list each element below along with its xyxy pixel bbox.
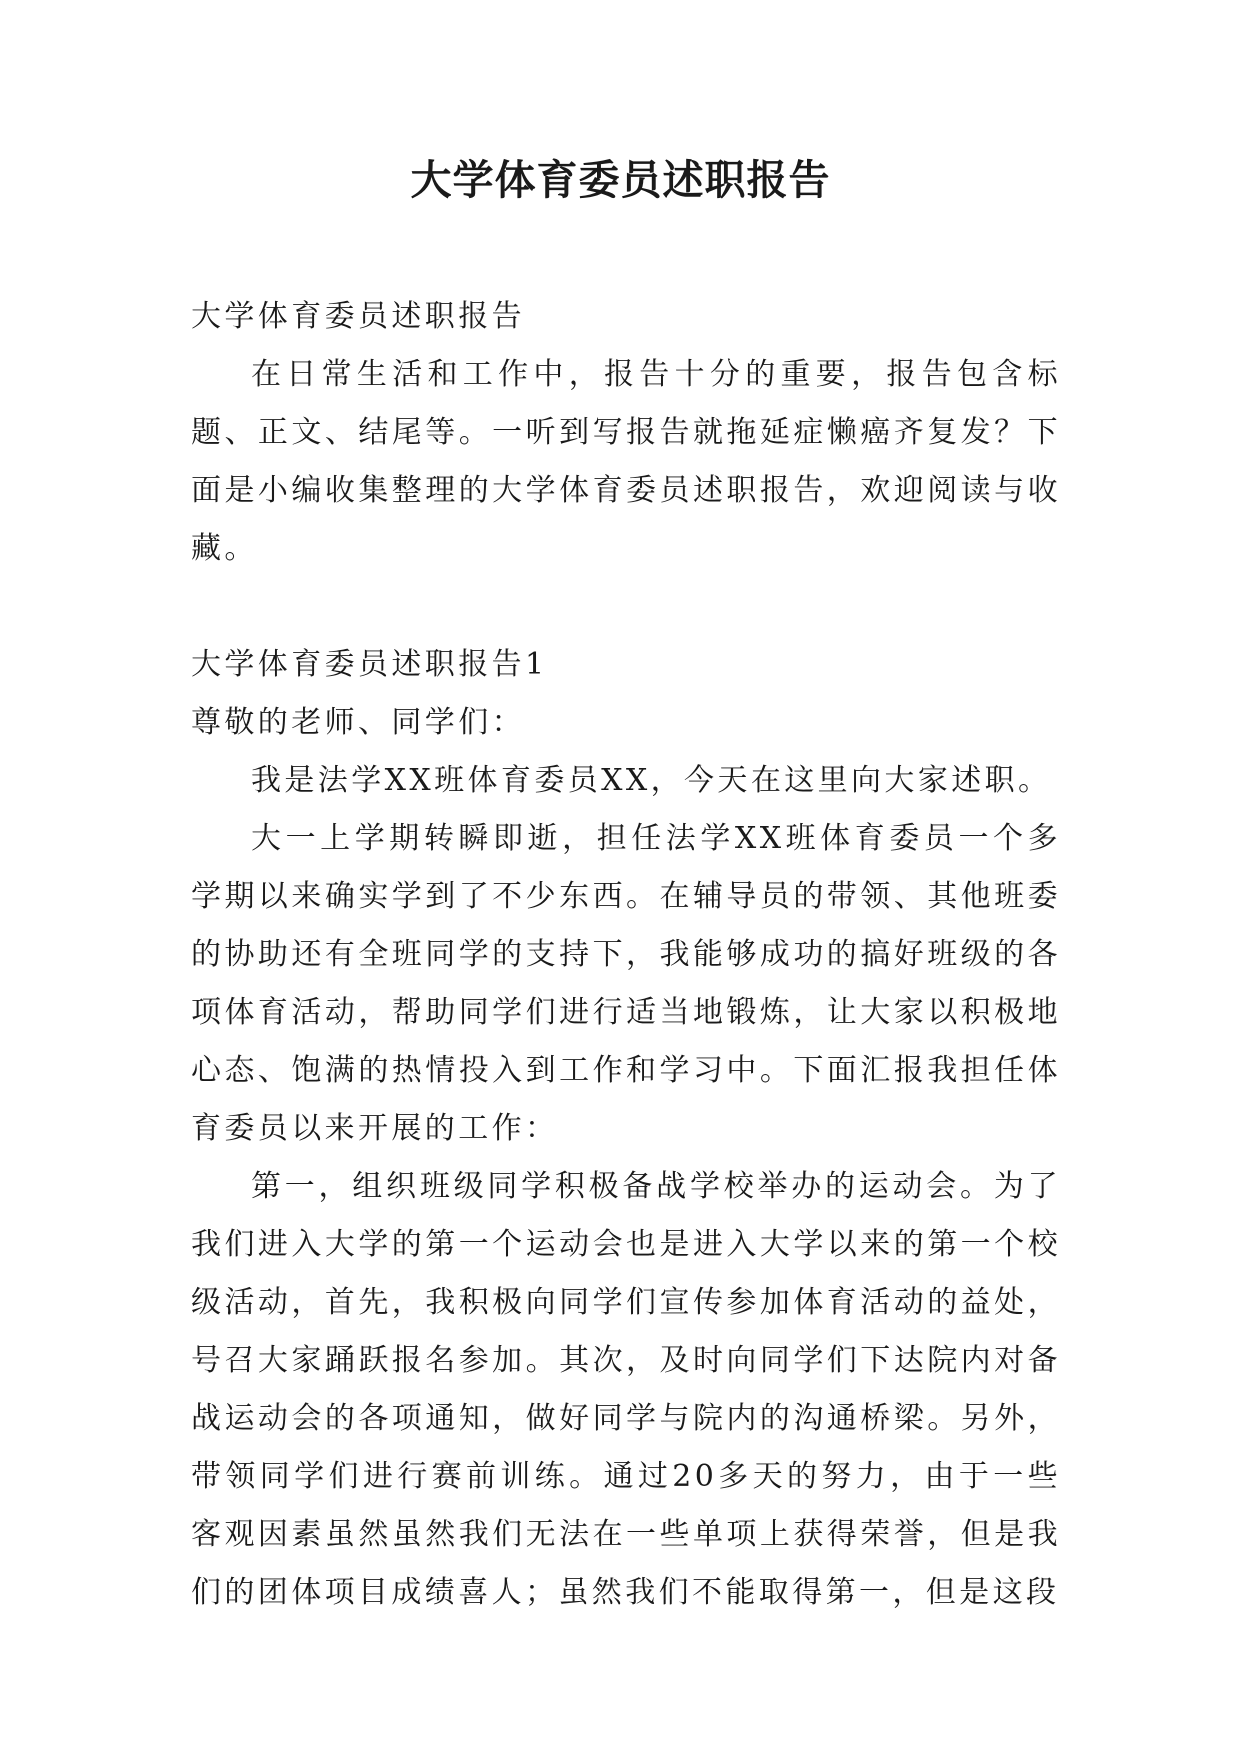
intro-paragraph: 在日常生活和工作中，报告十分的重要，报告包含标题、正文、结尾等。一听到写报告就拖延症懒癌齐复发？下面是小编收集整理的大学体育委员述职报告，欢迎阅读与收藏。 xyxy=(191,357,1061,566)
salutation: 尊敬的老师、同学们： xyxy=(191,705,525,740)
section-heading: 大学体育委员述职报告1 xyxy=(191,647,548,682)
document-title: 大学体育委员述职报告 xyxy=(410,156,831,204)
body-paragraph: 我是法学XX班体育委员XX，今天在这里向大家述职。 xyxy=(251,763,1052,798)
document-subtitle: 大学体育委员述职报告 xyxy=(191,299,525,334)
document-body xyxy=(191,288,1061,1622)
section-spacer xyxy=(191,578,1061,636)
body-paragraph: 第一，组织班级同学积极备战学校举办的运动会。为了我们进入大学的第一个运动会也是进入大学以来的第一个校级活动，首先，我积极向同学们宣传参加体育活动的益处，号召大家踊跃报名参加。其次，及时向同学们下达院内对备战运动会的各项通知，做好同学与院内的沟通桥梁。另外，带领同学们进行赛前训练。通过20多天的努力，由于一些客观因素虽然虽然我们无法在一些单项上获得荣誉，但是我们的团体项目成绩喜人；虽然我们不能取得第一，但是这段 xyxy=(191,1169,1061,1610)
body-paragraph: 大一上学期转瞬即逝，担任法学XX班体育委员一个多学期以来确实学到了不少东西。在辅导员的带领、其他班委的协助还有全班同学的支持下，我能够成功的搞好班级的各项体育活动，帮助同学们进行适当地锻炼，让大家以积极地心态、饱满的热情投入到工作和学习中。下面汇报我担任体育委员以来开展的工作： xyxy=(191,821,1061,1146)
